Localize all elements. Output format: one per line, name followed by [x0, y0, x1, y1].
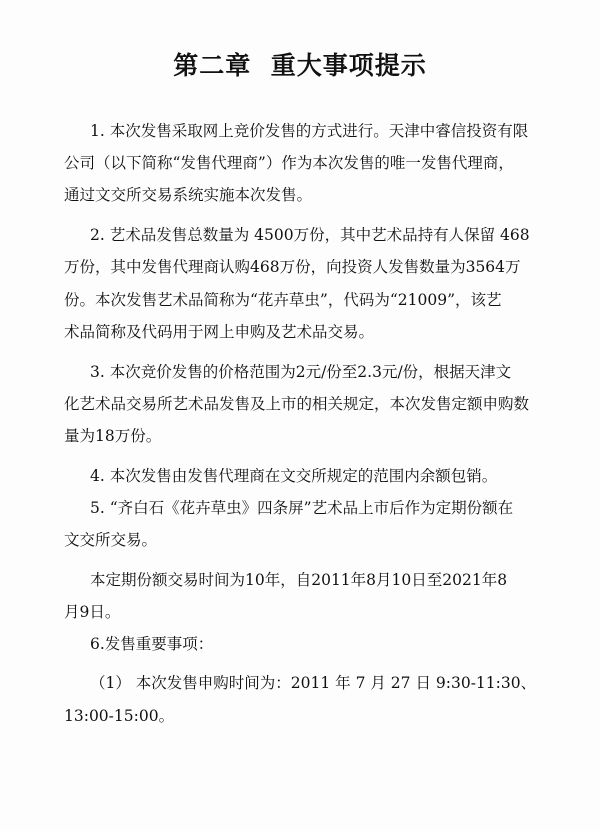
item-6-1-line-1: （1） 本次发售申购时间为：2011 年 7 月 27 日 9:30-11:30、	[90, 674, 537, 692]
item-6-heading: 6.发售重要事项：	[90, 635, 214, 653]
item-4-line-1: 4. 本次发售由发售代理商在文交所规定的范围内余额包销。	[90, 467, 498, 485]
item-1-line-1: 1. 本次发售采取网上竞价发售的方式进行。天津中睿信投资有限	[90, 122, 529, 140]
item-5-line-2: 文交所交易。	[64, 531, 158, 549]
item-1-line-3: 通过文交所交易系统实施本次发售。	[64, 186, 313, 204]
period-line-2: 月9日。	[64, 603, 121, 621]
item-3-line-2: 化艺术品交易所艺术品发售及上市的相关规定，本次发售定额申购数	[64, 395, 530, 413]
item-3-line-1: 3. 本次竞价发售的价格范围为2元/份至2.3元/份，根据天津文	[90, 363, 512, 381]
item-2-line-1: 2. 艺术品发售总数量为 4500万份，其中艺术品持有人保留 468	[90, 226, 530, 244]
item-6-1-line-2: 13:00-15:00。	[64, 707, 175, 725]
item-5-line-1: 5. “齐白石《花卉草虫》四条屏”艺术品上市后作为定期份额在	[90, 499, 514, 517]
item-2-line-4: 术品简称及代码用于网上申购及艺术品交易。	[64, 323, 375, 341]
item-3-line-3: 量为18万份。	[64, 427, 162, 445]
item-2-line-3: 份。本次发售艺术品简称为“花卉草虫”，代码为“21009”，该艺	[64, 291, 502, 309]
item-2-line-2: 万份，其中发售代理商认购468万份，向投资人发售数量为3564万	[64, 258, 521, 276]
period-line-1: 本定期份额交易时间为10年，自2011年8月10日至2021年8	[90, 571, 508, 589]
chapter-title: 第二章 重大事项提示	[173, 51, 427, 80]
item-1-line-2: 公司（以下简称“发售代理商”）作为本次发售的唯一发售代理商，	[64, 154, 514, 172]
